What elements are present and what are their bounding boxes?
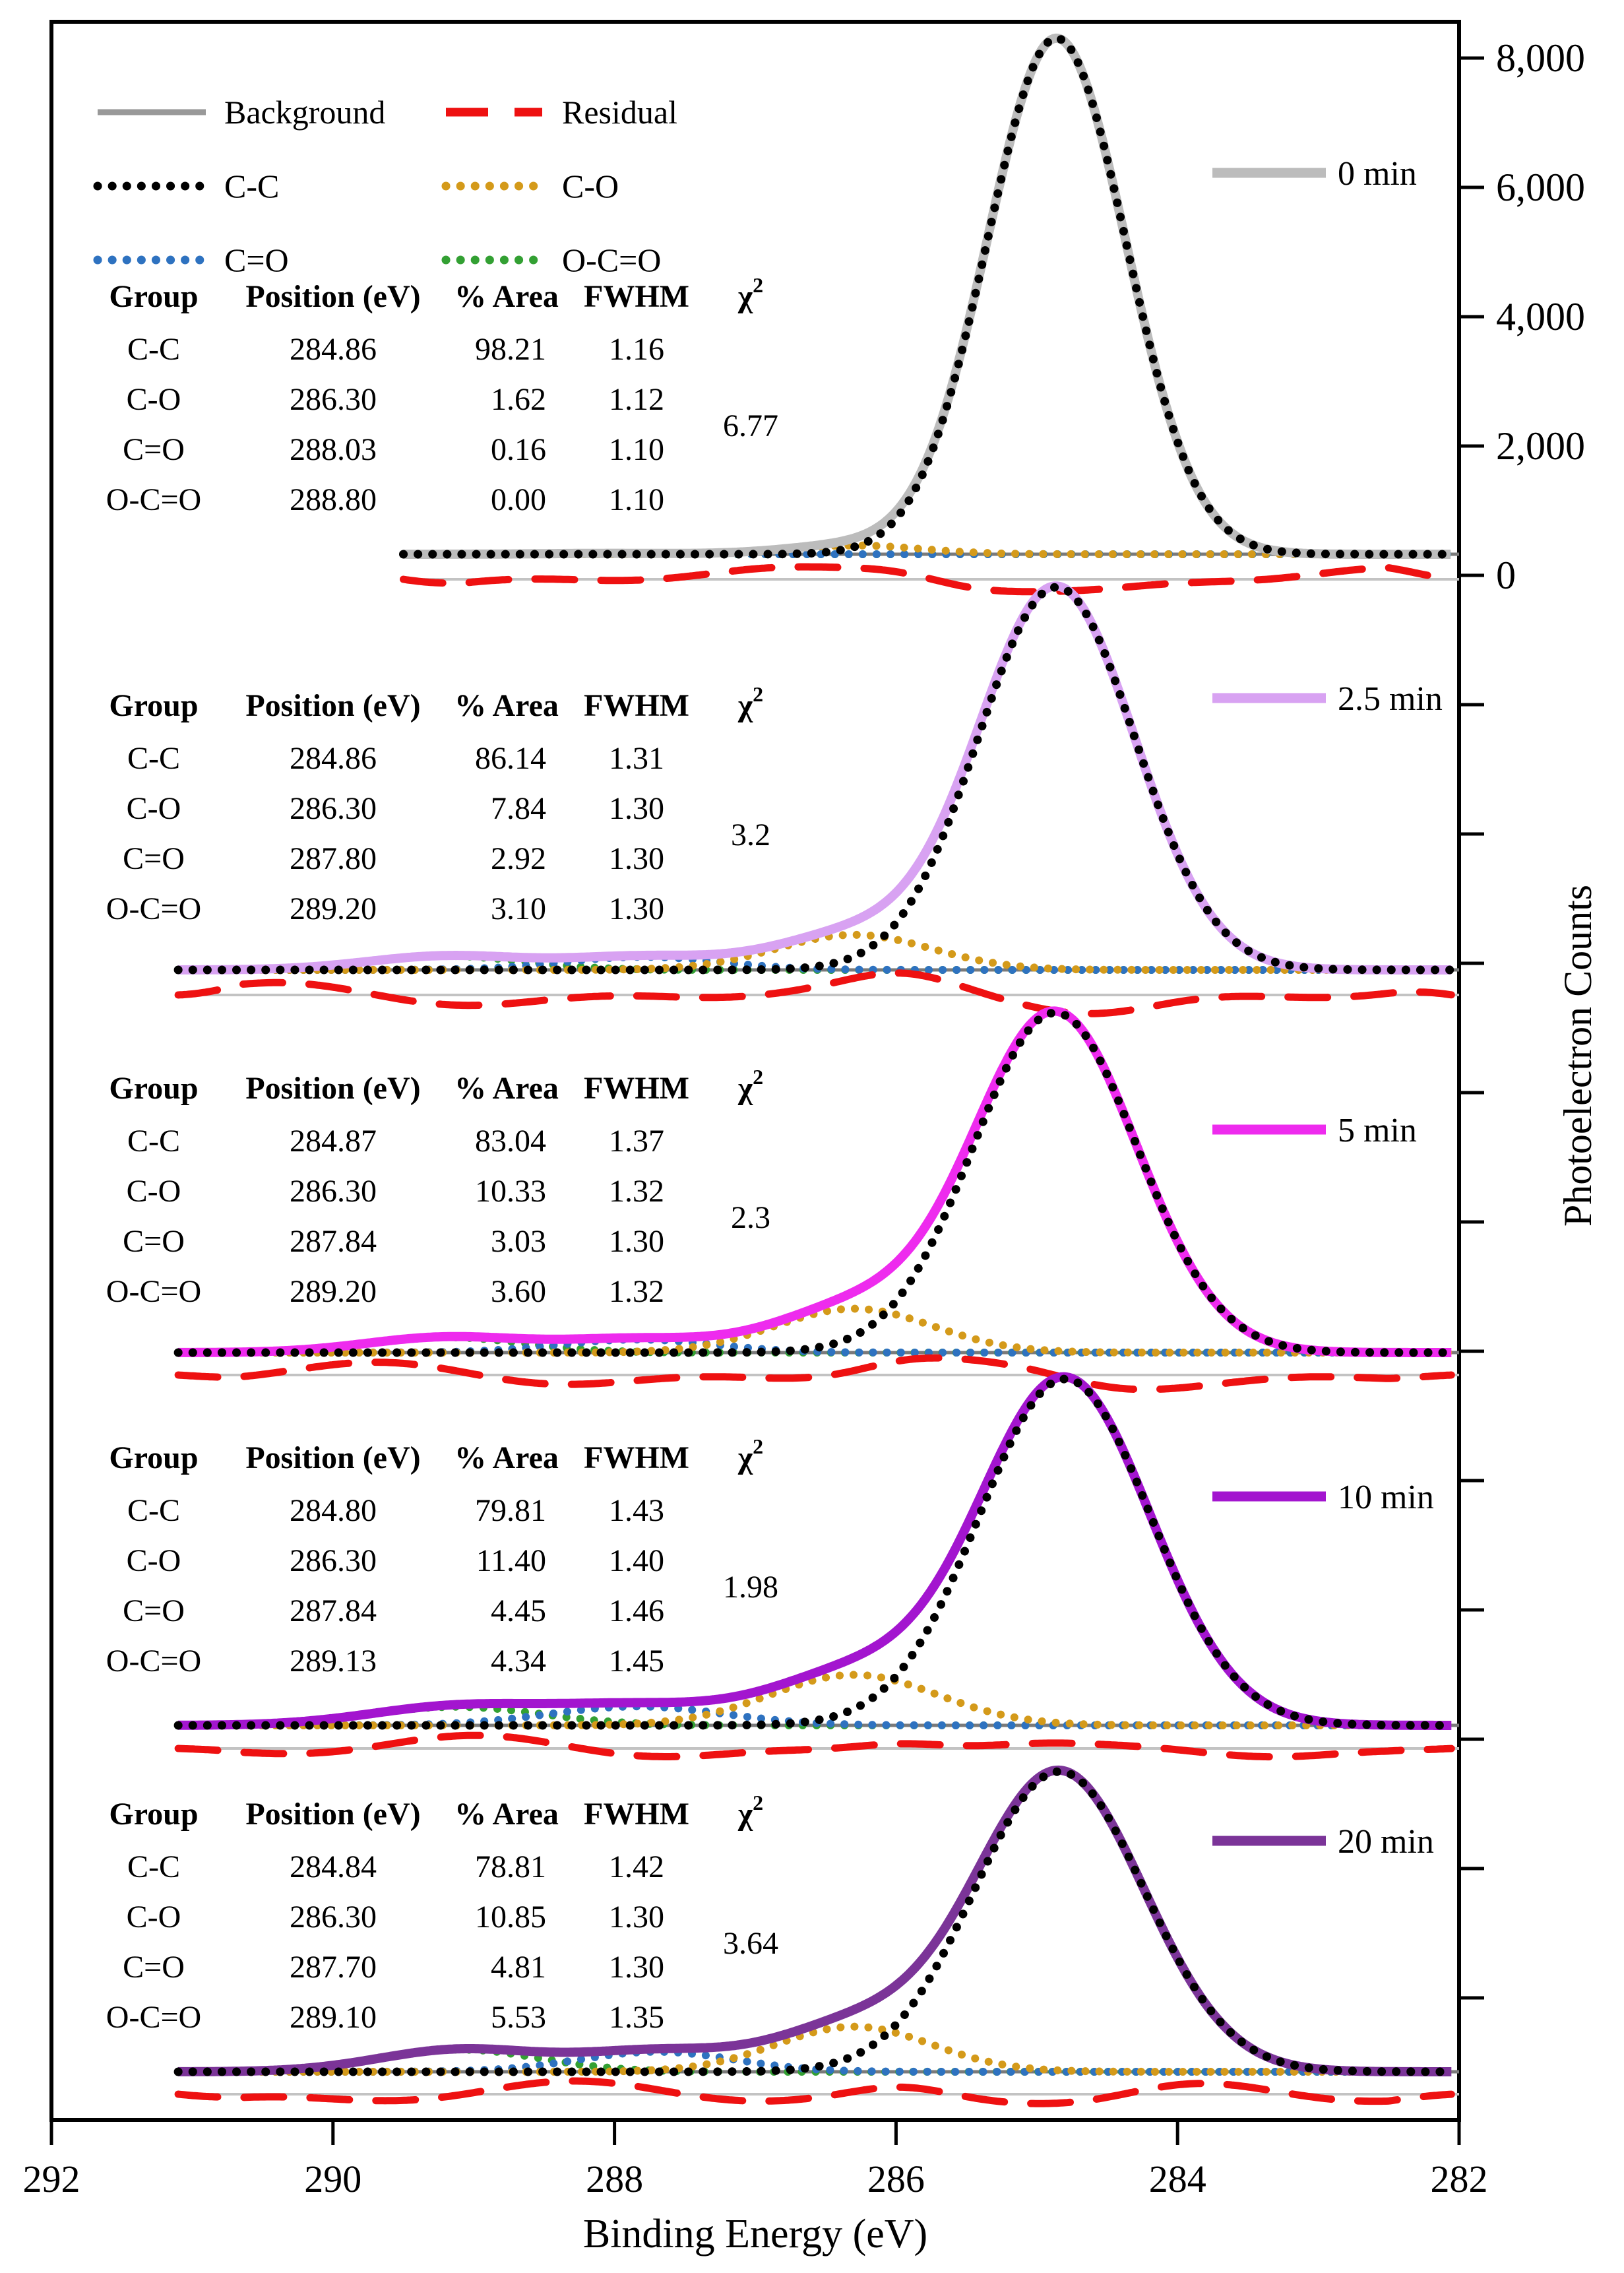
table-1-header-chi2: $\chi^2$: [737, 682, 764, 723]
table-2-header-chi2: $\chi^2$: [737, 1065, 764, 1106]
table-0-header-position: Position (eV): [245, 279, 421, 314]
table-4-row-1-group: C-O: [126, 1900, 181, 1935]
x-axis-tick-label: 288: [586, 2158, 644, 2200]
table-3-row-0-group: C-C: [127, 1493, 181, 1528]
table-2-row-0-area: 83.04: [475, 1124, 546, 1159]
table-1-row-1-area: 7.84: [491, 791, 546, 826]
table-3-row-2-position: 287.84: [290, 1593, 377, 1628]
table-1-row-2-group: C=O: [123, 841, 185, 876]
legend-label-c-c: C-C: [224, 168, 280, 205]
table-0-row-0-group: C-C: [127, 332, 181, 367]
table-0-row-2-area: 0.16: [491, 432, 546, 467]
y-axis-tick-label: 6,000: [1496, 166, 1585, 209]
table-4-header-position: Position (eV): [245, 1797, 421, 1832]
table-0-row-1-area: 1.62: [491, 382, 546, 417]
table-3-header-position: Position (eV): [245, 1440, 421, 1475]
table-1-row-3-fwhm: 1.30: [609, 891, 664, 926]
table-4-row-2-area: 4.81: [491, 1950, 546, 1985]
series-label-3: 10 min: [1338, 1479, 1434, 1516]
table-1-chi2-value: 3.2: [731, 817, 770, 852]
table-0-header-area: % Area: [454, 279, 559, 314]
x-axis-title: Binding Energy (eV): [582, 2212, 928, 2257]
table-0-row-2-group: C=O: [123, 432, 185, 467]
table-4-chi2-value: 3.64: [723, 1926, 778, 1961]
table-2-row-0-position: 284.87: [290, 1124, 377, 1159]
table-4-row-1-area: 10.85: [475, 1900, 546, 1935]
series-label-2: 5 min: [1338, 1112, 1417, 1149]
table-4-row-2-fwhm: 1.30: [609, 1950, 664, 1985]
x-axis-tick-label: 290: [304, 2158, 362, 2200]
table-3-row-3-group: O-C=O: [106, 1644, 202, 1679]
table-0-row-3-group: O-C=O: [106, 482, 202, 517]
table-2-row-3-group: O-C=O: [106, 1274, 202, 1309]
y-axis-tick-label: 8,000: [1496, 36, 1585, 80]
table-4-row-3-fwhm: 1.35: [609, 2000, 664, 2035]
table-4-row-1-position: 286.30: [290, 1900, 377, 1935]
table-3-row-3-fwhm: 1.45: [609, 1644, 664, 1679]
table-4-row-3-position: 289.10: [290, 2000, 377, 2035]
table-3-header-chi2: $\chi^2$: [737, 1434, 764, 1475]
legend-label-o-c=o: O-C=O: [562, 241, 662, 278]
table-1-row-0-group: C-C: [127, 741, 181, 776]
y-axis-title: Photoelectron Counts: [1556, 884, 1600, 1227]
table-4-row-2-group: C=O: [123, 1950, 185, 1985]
table-2-row-2-fwhm: 1.30: [609, 1224, 664, 1259]
x-axis-tick-label: 284: [1148, 2158, 1206, 2200]
table-4-row-3-group: O-C=O: [106, 2000, 202, 2035]
table-0-row-1-fwhm: 1.12: [609, 382, 664, 417]
table-0-row-3-area: 0.00: [491, 482, 546, 517]
table-2-row-0-group: C-C: [127, 1124, 181, 1159]
table-3-row-1-area: 11.40: [476, 1543, 546, 1578]
series-label-1: 2.5 min: [1338, 680, 1443, 718]
table-1-row-2-position: 287.80: [290, 841, 377, 876]
table-3-row-0-fwhm: 1.43: [609, 1493, 664, 1528]
series-label-0: 0 min: [1338, 155, 1417, 193]
table-0-row-2-position: 288.03: [290, 432, 377, 467]
table-1-header-fwhm: FWHM: [584, 688, 689, 723]
table-4-row-0-position: 284.84: [290, 1849, 377, 1884]
series-label-4: 20 min: [1338, 1823, 1434, 1861]
table-0-row-0-fwhm: 1.16: [609, 332, 664, 367]
table-3-row-3-area: 4.34: [491, 1644, 546, 1679]
table-2-row-3-fwhm: 1.32: [609, 1274, 664, 1309]
table-2-row-0-fwhm: 1.37: [609, 1124, 664, 1159]
table-1-row-1-fwhm: 1.30: [609, 791, 664, 826]
table-2-row-2-position: 287.84: [290, 1224, 377, 1259]
table-1-row-1-group: C-O: [126, 791, 181, 826]
table-4-header-fwhm: FWHM: [584, 1797, 689, 1832]
table-0-chi2-value: 6.77: [723, 408, 778, 443]
y-axis-tick-label: 4,000: [1496, 295, 1585, 338]
table-2-header-position: Position (eV): [245, 1071, 421, 1106]
table-3-row-1-position: 286.30: [290, 1543, 377, 1578]
table-2-header-group: Group: [109, 1071, 199, 1106]
table-1-row-1-position: 286.30: [290, 791, 377, 826]
table-3-header-area: % Area: [454, 1440, 559, 1475]
table-0-row-1-group: C-O: [126, 382, 181, 417]
legend-label-background: Background: [224, 94, 386, 131]
table-1-header-position: Position (eV): [245, 688, 421, 723]
table-1-row-2-fwhm: 1.30: [609, 841, 664, 876]
table-2-row-3-area: 3.60: [491, 1274, 546, 1309]
table-3-header-fwhm: FWHM: [584, 1440, 689, 1475]
table-3-header-group: Group: [109, 1440, 199, 1475]
table-2-row-2-area: 3.03: [491, 1224, 546, 1259]
table-4-header-chi2: $\chi^2$: [737, 1791, 764, 1832]
table-4-header-area: % Area: [454, 1797, 559, 1832]
table-4-row-2-position: 287.70: [290, 1950, 377, 1985]
table-1-header-area: % Area: [454, 688, 559, 723]
table-1-row-3-group: O-C=O: [106, 891, 202, 926]
table-3-row-1-group: C-O: [126, 1543, 181, 1578]
table-4-row-0-fwhm: 1.42: [609, 1849, 664, 1884]
table-2-row-2-group: C=O: [123, 1224, 185, 1259]
table-0-row-0-position: 284.86: [290, 332, 377, 367]
legend-label-c-o: C-O: [562, 168, 619, 205]
x-axis-tick-label: 286: [867, 2158, 925, 2200]
table-2-row-1-position: 286.30: [290, 1174, 377, 1209]
table-4-header-group: Group: [109, 1797, 199, 1832]
table-0-header-chi2: $\chi^2$: [737, 273, 764, 314]
table-2-row-1-area: 10.33: [475, 1174, 546, 1209]
table-3-row-0-position: 284.80: [290, 1493, 377, 1528]
table-1-row-3-area: 3.10: [491, 891, 546, 926]
x-axis-tick-label: 292: [22, 2158, 80, 2200]
table-1-row-0-position: 284.86: [290, 741, 377, 776]
table-3-row-1-fwhm: 1.40: [609, 1543, 664, 1578]
table-1-header-group: Group: [109, 688, 199, 723]
table-4-row-3-area: 5.53: [491, 2000, 546, 2035]
table-3-row-2-group: C=O: [123, 1593, 185, 1628]
table-0-row-3-fwhm: 1.10: [609, 482, 664, 517]
table-2-row-1-group: C-O: [126, 1174, 181, 1209]
table-3-chi2-value: 1.98: [723, 1570, 778, 1605]
legend-label-residual: Residual: [562, 94, 677, 131]
table-1-row-0-area: 86.14: [475, 741, 546, 776]
table-3-row-0-area: 79.81: [475, 1493, 546, 1528]
table-4-row-1-fwhm: 1.30: [609, 1900, 664, 1935]
table-4-row-0-group: C-C: [127, 1849, 181, 1884]
table-1-row-0-fwhm: 1.31: [609, 741, 664, 776]
table-1-row-3-position: 289.20: [290, 891, 377, 926]
y-axis-tick-label: 0: [1496, 554, 1516, 597]
x-axis-tick-label: 282: [1430, 2158, 1488, 2200]
legend-label-c=o: C=O: [224, 241, 289, 278]
table-3-row-3-position: 289.13: [290, 1644, 377, 1679]
table-0-header-group: Group: [109, 279, 199, 314]
table-2-header-area: % Area: [454, 1071, 559, 1106]
table-2-row-1-fwhm: 1.32: [609, 1174, 664, 1209]
table-0-row-2-fwhm: 1.10: [609, 432, 664, 467]
table-0-row-1-position: 286.30: [290, 382, 377, 417]
table-3-row-2-fwhm: 1.46: [609, 1593, 664, 1628]
table-4-row-0-area: 78.81: [475, 1849, 546, 1884]
table-3-row-2-area: 4.45: [491, 1593, 546, 1628]
table-2-chi2-value: 2.3: [731, 1200, 770, 1235]
table-2-header-fwhm: FWHM: [584, 1071, 689, 1106]
table-1-row-2-area: 2.92: [491, 841, 546, 876]
table-0-row-0-area: 98.21: [475, 332, 546, 367]
table-2-row-3-position: 289.20: [290, 1274, 377, 1309]
table-0-header-fwhm: FWHM: [584, 279, 689, 314]
table-0-row-3-position: 288.80: [290, 482, 377, 517]
y-axis-tick-label: 2,000: [1496, 424, 1585, 468]
